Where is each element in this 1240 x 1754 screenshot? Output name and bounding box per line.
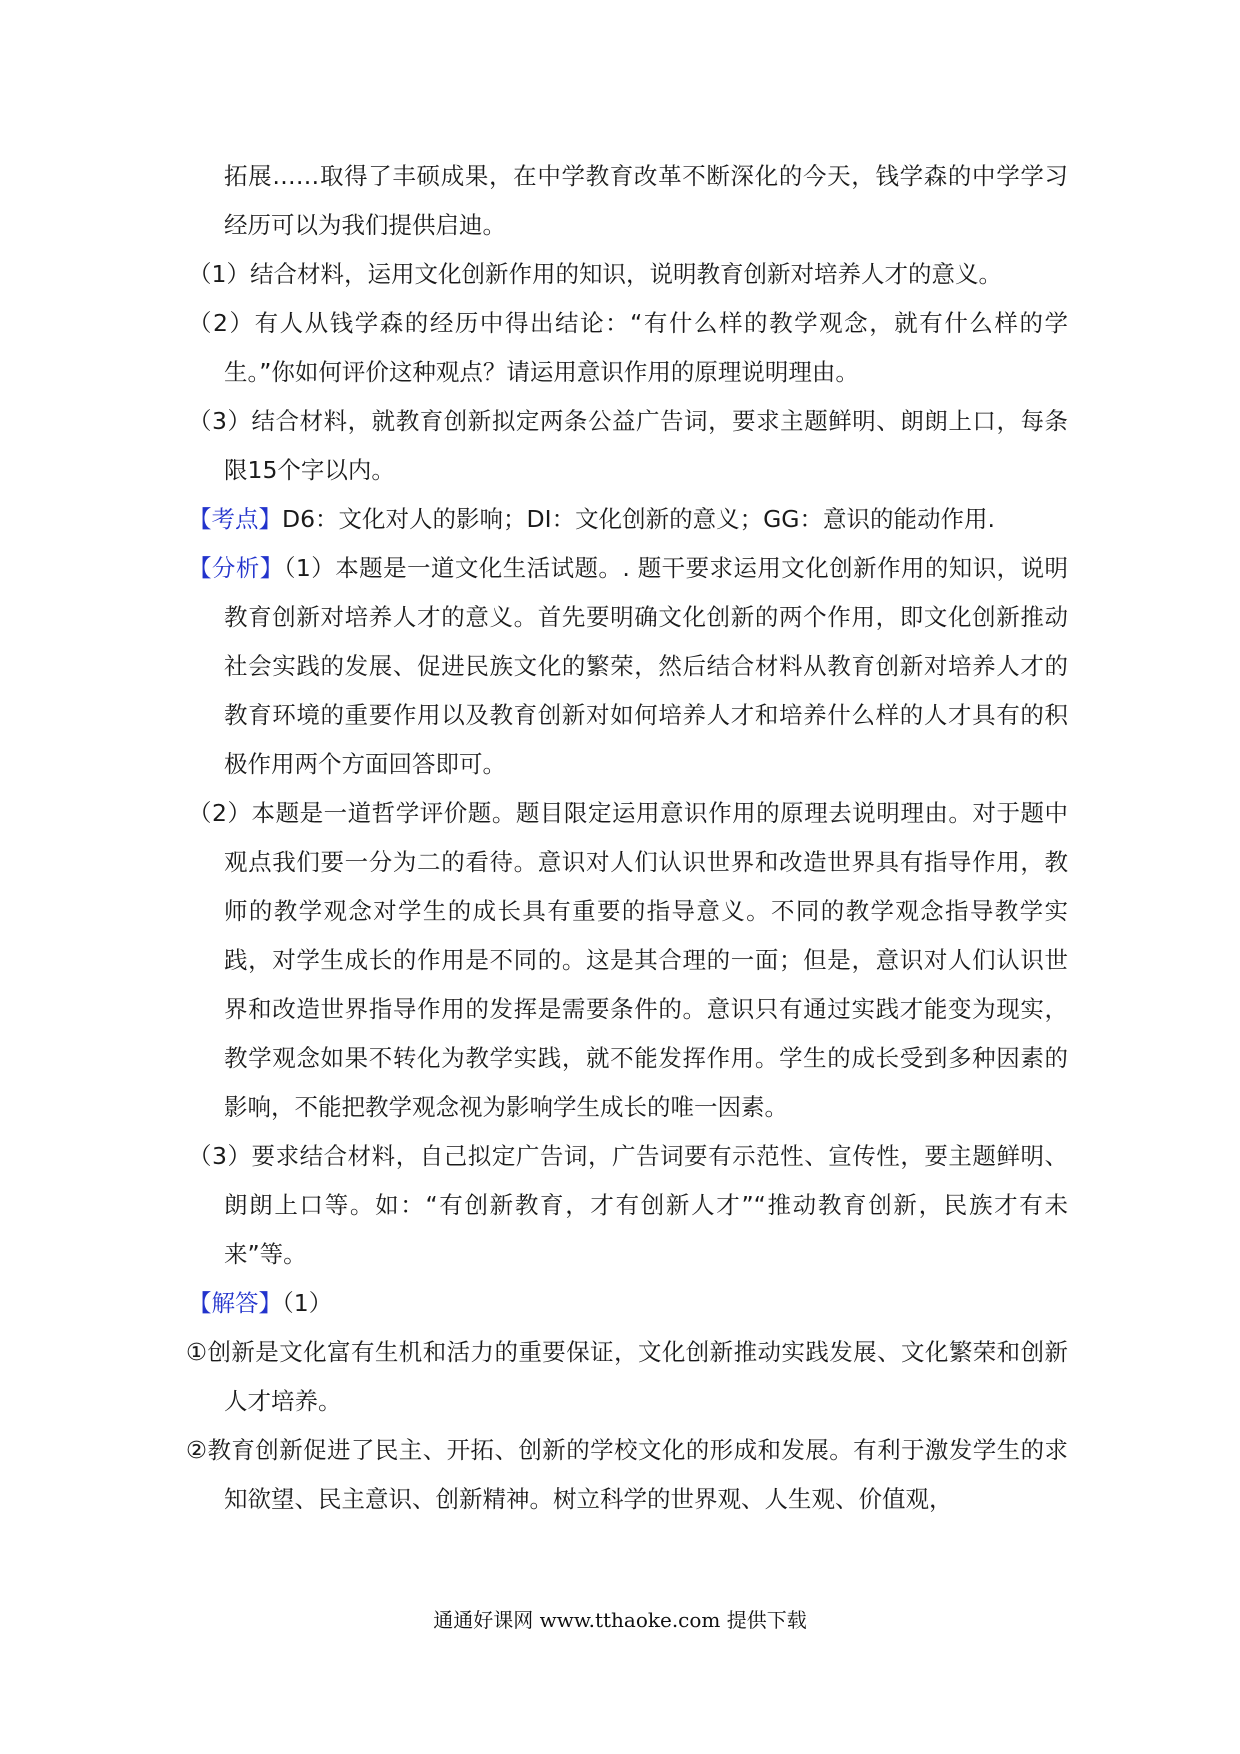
- jieda-item-1: ①创新是文化富有生机和活力的重要保证，文化创新推动实践发展、文化繁荣和创新人才培养。: [186, 1338, 1068, 1415]
- jieda-item-2: ②教育创新促进了民主、开拓、创新的学校文化的形成和发展。有利于激发学生的求知欲望、民主意识、创新精神。树立科学的世界观、人生观、价值观，: [186, 1436, 1068, 1513]
- page-content: [188, 152, 1068, 1524]
- jieda-lead: （1）: [282, 1289, 333, 1317]
- page-footer: 通通好课网 www.tthaoke.com 提供下载: [433, 1608, 807, 1632]
- kaodian-section: [188, 495, 1068, 544]
- fenxi-part-1: （1）本题是一道文化生活试题。. 题干要求运用文化创新作用的知识，说明教育创新对培养人才的意义。首先要明确文化创新的两个作用，即文化创新推动社会实践的发展、促进民族文化的繁荣，然后结合材料从教育创新对培养人才的教育环境的重要作用以及教育创新对如何培养人才和培养什么样的人才具有的积极作用两个方面回答即可。: [224, 554, 1069, 778]
- question-1: （1）结合材料，运用文化创新作用的知识，说明教育创新对培养人才的意义。: [188, 260, 1002, 288]
- kaodian-tag: 【考点】: [188, 505, 282, 533]
- fenxi-part-2: （2）本题是一道哲学评价题。题目限定运用意识作用的原理去说明理由。对于题中观点我们要一分为二的看待。意识对人们认识世界和改造世界具有指导作用，教师的教学观念对学生的成长具有重要的指导意义。不同的教学观念指导教学实践，对学生成长的作用是不同的。这是其合理的一面；但是，意识对人们认识世界和改造世界指导作用的发挥是需要条件的。意识只有通过实践才能变为现实，教学观念如果不转化为教学实践，就不能发挥作用。学生的成长受到多种因素的影响，不能把教学观念视为影响学生成长的唯一因素。: [188, 799, 1068, 1121]
- fenxi-part-3: （3）要求结合材料，自己拟定广告词，广告词要有示范性、宣传性，要主题鲜明、朗朗上口等。如：“有创新教育，才有创新人才”“推动教育创新，民族才有未来”等。: [188, 1142, 1068, 1268]
- fenxi-section: [188, 544, 1068, 789]
- question-3: （3）结合材料，就教育创新拟定两条公益广告词，要求主题鲜明、朗朗上口，每条限15个字以内。: [188, 407, 1068, 484]
- jieda-tag: 【解答】: [188, 1289, 282, 1317]
- kaodian-text: D6：文化对人的影响；DI：文化创新的意义；GG：意识的能动作用.: [282, 505, 995, 533]
- jieda-section: [188, 1279, 1068, 1328]
- question-2: （2）有人从钱学森的经历中得出结论：“有什么样的教学观念，就有什么样的学生。”你如何评价这种观点？请运用意识作用的原理说明理由。: [188, 309, 1068, 386]
- material-continuation: 拓展……取得了丰硕成果，在中学教育改革不断深化的今天，钱学森的中学学习经历可以为我们提供启迪。: [224, 162, 1068, 239]
- fenxi-tag: 【分析】: [188, 554, 284, 582]
